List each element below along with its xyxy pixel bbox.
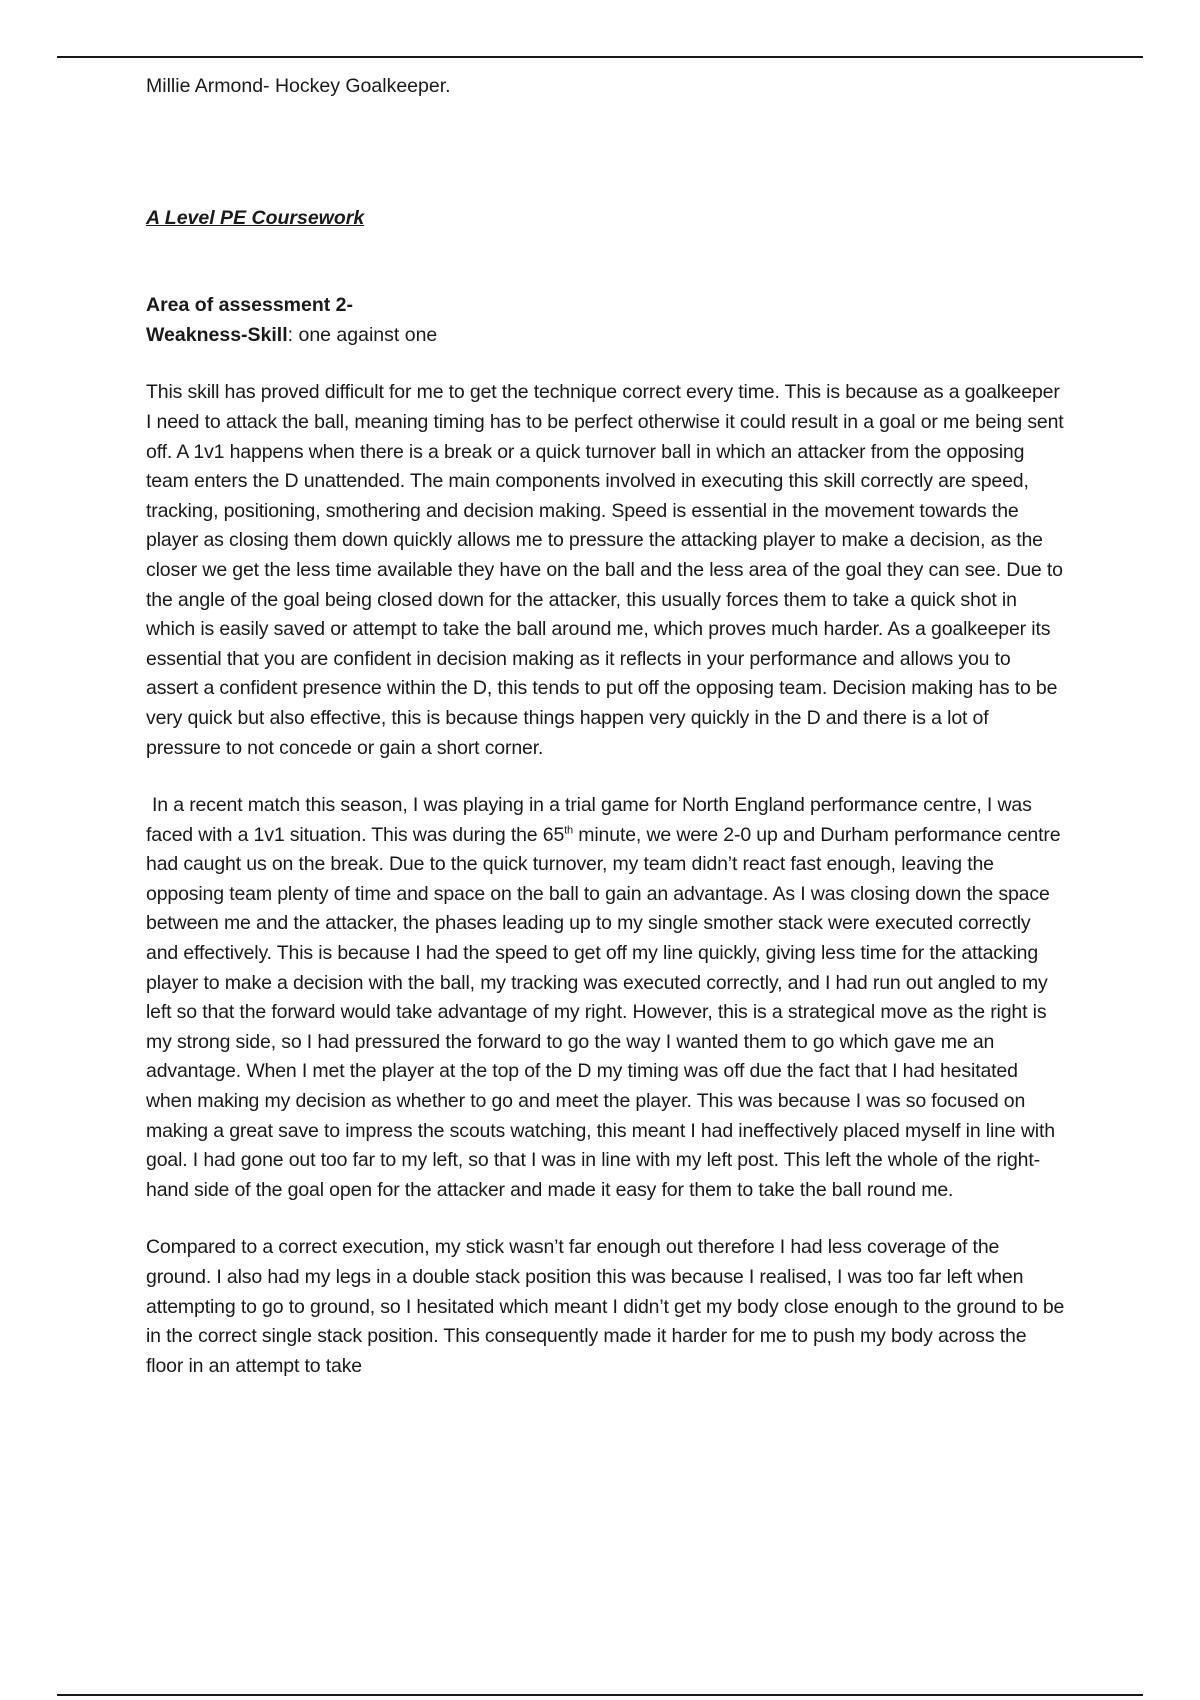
assessment-block <box>146 291 1066 350</box>
skill-label: Weakness-Skill <box>146 323 288 346</box>
assessment-area: Area of assessment 2- <box>146 294 354 317</box>
paragraph-2-part-2: minute, we were 2-0 up and Durham performance centre had caught us on the break. Due to the quick turnover, my team didn’t react fast enough, leaving the opposing team plenty of time and space on the ball to gain an advantage. As I was closing down the space between me and the attacker, the phases leading up to my single smother stack were executed correctly and effectively. This is because I had the speed to get off my line quickly, giving less time for the attacking player to make a decision with the ball, my tracking was executed correctly, and I had run out angled to my left so that the forward would take advantage of my right. However, this is a strategical move as the right is my strong side, so I had pressured the forward to go the way I wanted them to go which gave me an advantage. When I met the player at the top of the D my timing was off due the fact that I had hesitated when making my decision as whether to go and meet the player. This was because I was so focused on making a great save to impress the scouts watching, this meant I had ineffectively placed myself in line with goal. I had gone out too far to my left, so that I was in line with my left post. This left the whole of the right-hand side of the goal open for the attacker and made it easy for them to take the ball round me. <box>146 823 1061 1201</box>
paragraph-3: Compared to a correct execution, my stick wasn’t far enough out therefore I had less coverage of the ground. I also had my legs in a double stack position this was because I realised, I was too far left when attempting to go to ground, so I hesitated which meant I didn’t get my body close enough to the ground to be in the correct single stack position. This consequently made it harder for me to push my body across the floor in an attempt to take <box>146 1236 1065 1377</box>
top-rule <box>57 56 1143 58</box>
skill-value: : one against one <box>287 323 438 346</box>
ordinal-superscript: th <box>564 824 574 837</box>
author-line: Millie Armond- Hockey Goalkeeper. <box>146 75 451 97</box>
paragraph-2-part-1: In a recent match this season, I was playing in a trial game for North England performance centre, I was faced with a 1v1 situation. This was during the 65 <box>146 794 1032 846</box>
paragraph-1: This skill has proved difficult for me to get the technique correct every time. This is because as a goalkeeper I need to attack the ball, meaning timing has to be perfect otherwise it could result in a goal or me being sent off. A 1v1 happens when there is a break or a quick turnover ball in which an attacker from the opposing team enters the D unattended. The main components involved in executing this skill correctly are speed, tracking, positioning, smothering and decision making. Speed is essential in the movement towards the player as closing them down quickly allows me to pressure the attacking player to make a decision, as the closer we get the less time available they have on the ball and the less area of the goal they can see. Due to the angle of the goal being closed down for the attacker, this usually forces them to take a quick shot in which is easily saved or attempt to take the ball around me, which proves much harder. As a goalkeeper its essential that you are confident in decision making as it reflects in your performance and allows you to assert a confident presence within the D, this tends to put off the opposing team. Decision making has to be very quick but also effective, this is because things happen very quickly in the D and there is a lot of pressure to not concede or gain a short corner. <box>146 381 1064 759</box>
paragraph-2 <box>146 791 1066 1205</box>
document-title: A Level PE Coursework <box>146 206 365 229</box>
document-page <box>146 72 1066 1381</box>
bottom-rule <box>57 1694 1143 1696</box>
